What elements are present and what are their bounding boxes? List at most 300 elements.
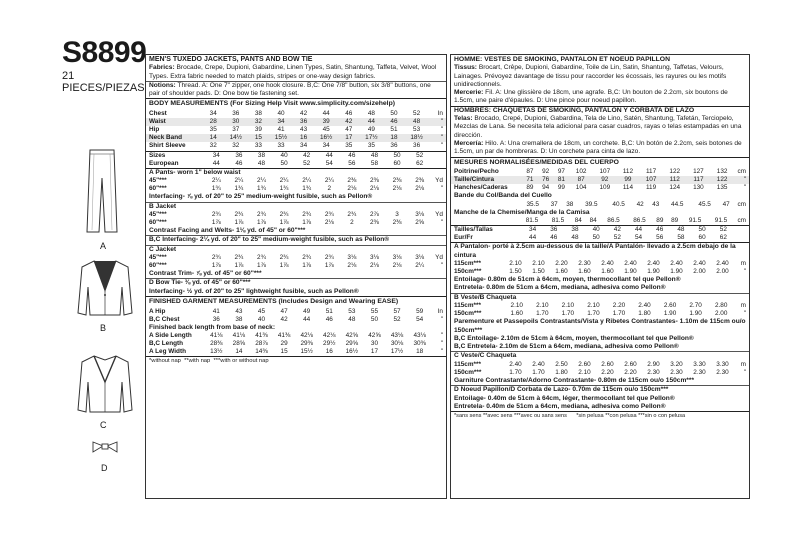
cell-value: 2⅛ (392, 261, 402, 269)
cell-value: 42 (280, 315, 288, 323)
cell-value: 16½ (345, 348, 359, 356)
cell-value: 46 (325, 315, 333, 323)
cell-value: 44.5 (671, 200, 684, 208)
row-label: B,C Chest (149, 315, 180, 323)
cell-value: 99 (624, 176, 632, 184)
row-label: A Hip (149, 307, 166, 315)
pants-title: A Pantalon- porté à 2.5cm au-dessous de la taille/A Pantalón- llevado a 2.5cm debajo de la cintura (454, 243, 736, 259)
cell-value: 1¾ (234, 185, 244, 193)
row-label: Eur/Fr (454, 234, 473, 242)
cell-value: 1.90 (670, 268, 683, 276)
spanish-title: HOMBRES: CHAQUETAS DE SMOKING, PANTALÓN Y CORBATA DE LAZO (454, 106, 695, 114)
cell-value: 41⅜ (255, 332, 268, 340)
row-label: European (149, 159, 179, 167)
cell-value: 2.40 (670, 260, 683, 267)
row-unit: " (440, 134, 443, 142)
row-unit: cm (737, 168, 746, 176)
cell-value: 36 (300, 118, 308, 126)
finished-measurements-header: FINISHED GARMENT MEASUREMENTS (Includes Design and Wearing EASE) (149, 297, 399, 305)
table-row (146, 160, 446, 168)
cell-value: 50 (698, 226, 706, 234)
mercerie-text: Mercerie: Fil. A: Une glissière de 18cm, une agrafe. B,C: Un bouton de 2.2cm, six boutons de 1.5cm, une paire d'épaules. D: Une pince pour noeud papillon. (454, 89, 728, 105)
cell-value: 2.30 (716, 368, 729, 376)
cell-value: 92 (601, 176, 609, 184)
cell-value: 29½ (323, 340, 336, 348)
row-unit: " (743, 310, 746, 318)
cell-value: 35.5 (526, 200, 539, 208)
cell-value: 3⅛ (347, 253, 357, 261)
cell-value: 42 (613, 226, 621, 234)
table-row (146, 185, 446, 193)
row-label: 45"*** (149, 177, 167, 185)
cell-value: 42 (300, 110, 308, 118)
cell-value: 54 (325, 159, 333, 167)
table-row (146, 211, 446, 219)
cell-value: 58 (677, 234, 685, 242)
cell-value: 2¾ (257, 210, 266, 218)
cell-value: 122 (669, 168, 681, 176)
cell-value: 34 (300, 142, 308, 150)
cell-value: 2⅞ (370, 210, 379, 218)
cell-value: 50 (592, 234, 600, 242)
yardage-section (146, 169, 446, 202)
view-c-jacket-illustration (76, 352, 134, 416)
cell-value: 2⅝ (415, 218, 425, 226)
cell-value: 104 (575, 184, 587, 192)
table-row (146, 118, 446, 126)
cell-value: 36 (413, 142, 421, 150)
cell-value: 2.40 (624, 260, 637, 267)
cell-value: 124 (669, 184, 681, 192)
yardage-section (146, 202, 446, 236)
cell-value: 127 (693, 168, 704, 176)
cell-value: 34 (322, 142, 330, 150)
english-footnotes: *without nap **with nap ***with or without nap (149, 358, 269, 365)
cell-value: 1⅞ (302, 218, 312, 226)
cell-value: 107 (599, 168, 611, 176)
cell-value: 2⅜ (415, 177, 425, 185)
cell-value: 2.40 (638, 302, 651, 310)
note-line: Entretela- 0.40m de 51cm a 64cm, mediana, adhesiva como Pellon® (454, 402, 666, 410)
tailles-table (451, 226, 749, 242)
cell-value: 52 (393, 315, 401, 323)
row-unit: " (440, 340, 443, 348)
cell-value: 60 (698, 234, 706, 242)
yardage-table (146, 254, 446, 270)
cell-value: 48 (370, 151, 378, 159)
cell-value: 35 (209, 126, 217, 134)
cell-value: 33 (254, 142, 262, 150)
cell-value: 59 (416, 307, 424, 315)
cell-value: 38 (566, 200, 574, 208)
section-extra: B,C Interfacing- 2¼ yd. of 20" to 25" medium-weight fusible, such as Pellon® (149, 236, 390, 244)
cell-value: 17 (370, 348, 378, 356)
yardage-table (146, 177, 446, 193)
cell-value: 43⅛ (413, 332, 426, 340)
cell-value: 1⅞ (257, 218, 266, 226)
cell-value: 41 (212, 307, 220, 315)
cell-value: 38 (254, 110, 262, 118)
cell-value: 57 (393, 307, 401, 315)
row-label: Taille/Cintura (454, 176, 495, 184)
cell-value: 1⅞ (279, 261, 289, 269)
cell-value: 56 (656, 234, 664, 242)
cell-value: 34 (212, 151, 220, 159)
cell-value: 3⅛ (392, 253, 402, 261)
cell-value: 87 (577, 176, 585, 184)
pants-notes (451, 276, 749, 293)
cell-value: 132 (716, 168, 728, 176)
cell-value: 1⅞ (302, 261, 312, 269)
table-row (146, 332, 446, 340)
cell-value: 97 (557, 168, 565, 176)
view-b-jacket-illustration (76, 257, 134, 319)
cell-value: 41⅛ (210, 332, 223, 340)
cell-value: 2⅛ (347, 185, 357, 193)
cell-value: 44 (212, 159, 220, 167)
view-a-pants-illustration (84, 148, 120, 236)
section-extra: Interfacing- ½ yd. of 20" to 25" lightweight fusible, such as Pellon® (149, 287, 359, 295)
cell-value: 2.60 (578, 360, 591, 368)
cell-value: 42⅝ (368, 332, 381, 340)
row-label: Chest (149, 110, 167, 118)
pattern-header (62, 36, 147, 94)
row-unit: " (743, 368, 746, 376)
table-row (451, 260, 749, 268)
cell-value: 2.40 (716, 260, 729, 267)
table-row (451, 361, 749, 369)
cell-value: 29⅝ (345, 340, 359, 348)
cell-value: 44 (325, 151, 333, 159)
row-label: A Leg Width (149, 348, 186, 356)
cell-value: 46 (345, 110, 353, 118)
cell-value: 62 (416, 159, 424, 167)
table-row (146, 110, 446, 118)
cell-value: 40.5 (612, 200, 625, 208)
cell-value: 1.50 (509, 268, 522, 276)
cell-value: 2¾ (257, 253, 266, 261)
cell-value: 50 (393, 151, 401, 159)
cell-value: 1.70 (509, 368, 522, 376)
cell-value: 38 (257, 151, 266, 159)
french-footnotes: *sans sens **avec sens ***avec ou sans sens *sin pelusa **con pelusa ***sin o con pelusa (454, 413, 686, 420)
cell-value: 14 (209, 134, 217, 142)
section-extra: Contrast Facing and Welts- 1⅛ yd. of 45" or 60"*** (149, 227, 306, 234)
body-measurements-header: BODY MEASUREMENTS (For Sizing Help Visit www.simplicity.com/sizehelp) (149, 100, 395, 108)
cell-value: 112 (622, 168, 634, 176)
cell-value: 42⅛ (323, 332, 336, 340)
cell-value: 2.10 (509, 260, 522, 267)
cell-value: 1⅞ (234, 218, 244, 226)
section-title: B Jacket (149, 202, 177, 210)
cell-value: 2¾ (347, 210, 357, 218)
cell-value: 122 (716, 176, 728, 184)
cell-value: 42 (636, 200, 644, 208)
cell-value: 86.5 (607, 217, 620, 225)
bow-notes (451, 386, 749, 411)
cell-value: 2¾ (324, 210, 334, 218)
cell-value: 38 (571, 226, 579, 234)
note-line: Entoilage- 0.40m de 51cm à 64cm, léger, thermocollant tel que Pellon® (454, 394, 675, 402)
cell-value: 53 (348, 307, 356, 315)
cell-value: 18½ (410, 134, 423, 142)
cell-value: 2⅜ (370, 177, 379, 185)
cell-value: 43 (235, 307, 243, 315)
cell-value: 32 (209, 142, 217, 150)
cell-value: 2.30 (647, 368, 660, 376)
cell-value: 81 (557, 176, 565, 184)
row-unit: " (440, 218, 443, 226)
lengths-table (146, 332, 446, 356)
note-line: Garniture Contrastante/Adorno Contrastante- 0.80m de 115cm ou/o 150cm*** (454, 376, 695, 384)
cell-value: 52 (719, 226, 727, 234)
cell-value: 91.5 (688, 217, 702, 225)
cell-value: 92 (542, 168, 550, 176)
table-row (146, 254, 446, 262)
cell-value: 50 (390, 110, 398, 118)
cell-value: 34 (529, 226, 537, 234)
cell-value: 1.60 (555, 268, 568, 276)
row-label: Hanches/Caderas (454, 184, 508, 192)
row-label: 60"*** (149, 261, 167, 269)
cell-value: 71 (526, 176, 534, 184)
section-title: A Pants- worn 1" below waist (149, 168, 241, 176)
row-unit: cm (737, 217, 746, 225)
row-unit: Yd (435, 253, 443, 261)
row-label: Tailles/Tallas (454, 226, 493, 234)
cell-value: 30 (232, 118, 240, 126)
sleeve-table (451, 217, 749, 225)
body-measurements-table (146, 110, 446, 150)
cell-value: 3 (395, 210, 399, 218)
cell-value: 43 (652, 200, 660, 208)
cell-value: 14½ (229, 134, 243, 142)
table-row (451, 302, 749, 310)
cell-value: 2.10 (578, 368, 591, 376)
row-unit: " (743, 176, 746, 184)
cell-value: 2⅜ (392, 218, 402, 226)
pieces-count: 21 PIECES/PIEZAS (62, 70, 145, 94)
row-unit: cm (737, 200, 746, 208)
cell-value: 1.70 (532, 368, 545, 376)
cell-value: 2.20 (612, 302, 626, 310)
cell-value: 62 (719, 234, 727, 242)
cell-value: 44 (529, 234, 537, 242)
row-unit: In (437, 110, 443, 118)
table-row (146, 152, 446, 160)
cell-value: 3⅛ (415, 210, 425, 218)
cell-value: 3.30 (716, 360, 729, 368)
french-spanish-column (450, 54, 750, 499)
vest-c-notes (451, 377, 749, 385)
yardage-sections (146, 169, 446, 296)
cell-value: 16 (300, 134, 308, 142)
cell-value: 48 (571, 234, 579, 242)
cell-value: 2¾ (234, 253, 244, 261)
cell-value: 44 (634, 226, 643, 234)
cell-value: 46 (656, 226, 664, 234)
vest-b-yardage-table (451, 302, 749, 318)
cell-value: 2⅜ (370, 218, 379, 226)
table-row (451, 201, 749, 209)
cell-value: 1¾ (211, 185, 221, 193)
cell-value: 3.20 (670, 360, 683, 368)
cell-value: 1.50 (532, 268, 545, 276)
cell-value: 2.90 (647, 360, 660, 368)
cell-value: 34 (209, 110, 217, 118)
cell-value: 1.60 (578, 268, 591, 276)
cell-value: 2¾ (279, 210, 289, 218)
cell-value: 18 (390, 134, 398, 142)
cell-value: 2⅜ (347, 177, 357, 185)
cell-value: 1.80 (638, 310, 651, 318)
cell-value: 46 (235, 159, 243, 167)
cell-value: 1.90 (647, 268, 660, 276)
cell-value: 2.60 (624, 360, 637, 368)
note-line: B,C Entretela- 2.10m de 51cm a 64cm, mediana, adhesiva como Pellon® (454, 343, 679, 351)
row-label: Poitrine/Pecho (454, 168, 499, 176)
cell-value: 2¼ (324, 177, 334, 185)
cell-value: 46 (348, 151, 356, 159)
row-unit: " (440, 348, 443, 356)
english-column (145, 54, 447, 499)
cell-value: 2.40 (601, 260, 614, 267)
row-label: B,C Length (149, 340, 184, 348)
cell-value: 2⅛ (370, 261, 379, 269)
row-label: Waist (149, 118, 166, 126)
cell-value: 1⅞ (211, 261, 221, 269)
cell-value: 2⅛ (370, 185, 379, 193)
cell-value: 117 (645, 168, 657, 176)
cell-value: 2¼ (415, 261, 425, 269)
cell-value: 53 (413, 126, 421, 134)
cell-value: 45 (322, 126, 330, 134)
cell-value: 15½ (300, 348, 313, 356)
cell-value: 1⅞ (234, 261, 244, 269)
cell-value: 89 (656, 217, 664, 225)
notions-text: Notions: Thread. A: One 7" zipper, one hook closure. B,C: One 7/8" button, six 3/8" buttons, one pair of shoulder pads. D: One bow tie fastening set. (149, 81, 431, 98)
cell-value: 45.5 (698, 200, 711, 208)
cell-value: 2⅛ (392, 185, 402, 193)
cell-value: 102 (575, 168, 587, 176)
cell-value: 135 (716, 184, 728, 192)
cell-value: 15½ (274, 134, 288, 142)
cell-value: 17½ (365, 134, 378, 142)
cell-value: 52 (613, 234, 621, 242)
cell-value: 33 (277, 142, 285, 150)
row-label: 115cm*** (454, 302, 482, 310)
cell-value: 94 (542, 184, 550, 192)
back-length-title: Finished back length from base of neck: (149, 323, 276, 331)
row-unit: m (740, 260, 746, 267)
table-row (146, 126, 446, 134)
cell-value: 114 (622, 184, 634, 192)
note-line: D Noeud Papillon/D Corbata de Lazo- 0.70m de 115cm ou/o 150cm*** (454, 386, 669, 394)
cell-value: 2¼ (302, 177, 312, 185)
row-label: 150cm*** (454, 268, 482, 276)
cell-value: 36 (235, 151, 243, 159)
cell-value: 2¼ (234, 177, 244, 185)
cell-value: 36 (212, 315, 220, 323)
section-extra: Contrast Trim- ⅞ yd. of 45" or 60"*** (149, 270, 262, 278)
cell-value: 17 (345, 134, 353, 142)
table-row (146, 262, 446, 270)
row-label: 115cm*** (454, 360, 482, 368)
row-unit: " (440, 261, 443, 269)
cell-value: 2.10 (561, 302, 575, 310)
row-label: Hip (149, 126, 160, 134)
cell-value: 17½ (390, 348, 404, 356)
section-title: C Jacket (149, 245, 177, 253)
cell-value: 47 (280, 307, 288, 315)
cell-value: 49 (303, 307, 311, 315)
cell-value: 3.30 (693, 360, 706, 368)
row-label: 60"*** (149, 218, 167, 226)
cell-value: 37 (550, 200, 558, 208)
cell-value: 32 (232, 142, 240, 150)
cell-value: 2¼ (279, 177, 289, 185)
cell-value: 3⅛ (370, 253, 379, 261)
cell-value: 2⅜ (392, 177, 402, 185)
cell-value: 1.60 (601, 268, 614, 276)
cell-value: 2.10 (510, 302, 523, 310)
finished-measurements-table (146, 308, 446, 324)
cell-value: 99 (557, 184, 565, 192)
cell-value: 1⅞ (211, 218, 221, 226)
cell-value: 2.60 (663, 302, 677, 310)
row-unit: m (740, 302, 746, 310)
cell-value: 49 (367, 126, 375, 134)
cell-value: 38 (235, 315, 243, 323)
cell-value: 2¾ (324, 253, 334, 261)
row-unit (734, 226, 749, 234)
cell-value: 41⅜ (277, 332, 291, 340)
cell-value: 2.10 (532, 260, 545, 267)
table-row (451, 310, 749, 318)
cell-value: 41⅛ (232, 332, 246, 340)
note-line: Entoilage- 0.80m de 51cm à 64cm, moyen, thermocollant tel que Pellon® (454, 276, 681, 284)
cell-value: 76 (542, 176, 550, 184)
cell-value: 2.70 (689, 302, 702, 310)
cell-value: 28 (209, 118, 217, 126)
vest-c-yardage-table (451, 361, 749, 377)
cell-value: 2.30 (578, 260, 591, 267)
row-unit: " (440, 142, 443, 150)
yardage-section (146, 235, 446, 244)
cell-value: 29 (280, 340, 288, 348)
cell-value: 43 (300, 126, 308, 134)
metric-measurements-table (451, 168, 749, 192)
cell-value: 48 (367, 110, 375, 118)
cell-value: 2.10 (587, 302, 600, 310)
cell-value: 42 (303, 151, 311, 159)
row-label: A Side Length (149, 332, 192, 340)
cell-value: 2¾ (234, 210, 244, 218)
table-row (146, 316, 446, 324)
row-unit: " (440, 126, 443, 134)
french-title: HOMME: VESTES DE SMOKING, PANTALON ET NOEUD PAPILLON (454, 56, 670, 63)
cell-value: 55 (370, 307, 378, 315)
cell-value: 84 (589, 217, 597, 225)
cell-value: 39 (322, 118, 330, 126)
cell-value: 15 (254, 134, 262, 142)
cell-value: 81.5 (551, 217, 565, 225)
cell-value: 44 (322, 110, 330, 118)
cell-value: 40 (257, 315, 266, 323)
cell-value: 1¾ (279, 185, 289, 193)
row-label: 45"*** (149, 253, 167, 261)
cell-value: 2⅛ (347, 261, 357, 269)
